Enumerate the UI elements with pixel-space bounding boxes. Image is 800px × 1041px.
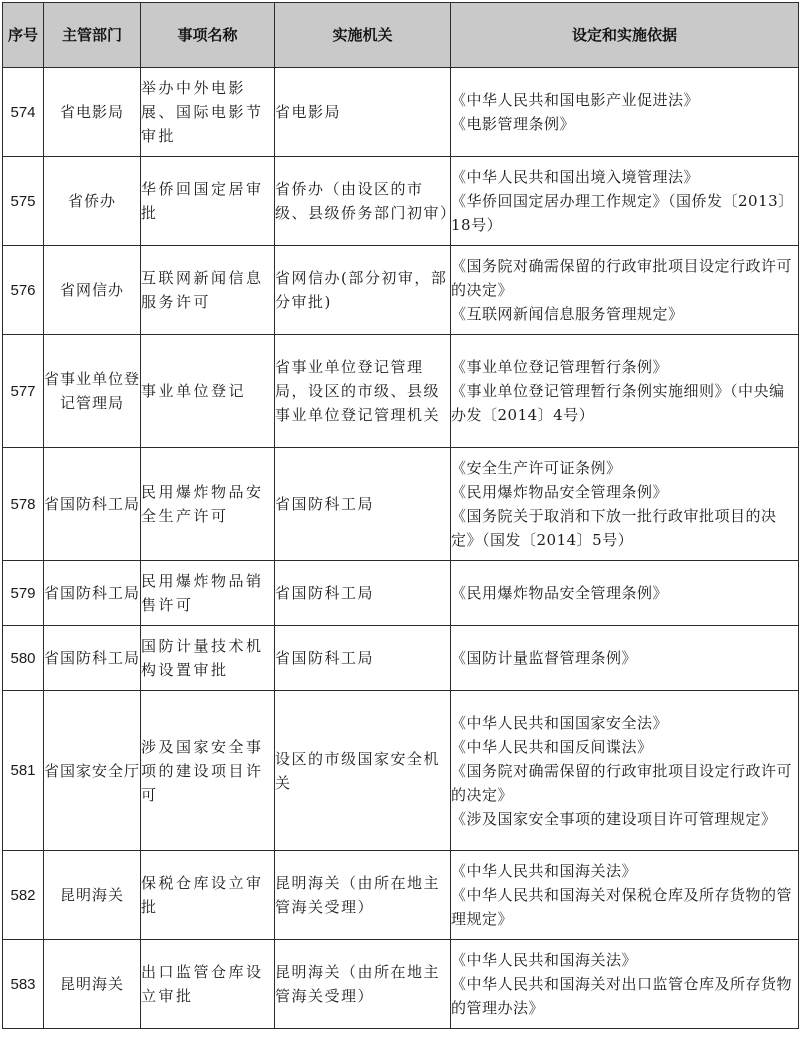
legal-basis-cell — [451, 851, 799, 940]
row-number: 576 — [3, 246, 44, 335]
legal-basis-cell — [451, 335, 799, 448]
legal-basis-cell — [451, 561, 799, 626]
item-name-cell: 出口监管仓库设立审批 — [141, 940, 275, 1029]
item-name-cell: 举办中外电影展、国际电影节审批 — [141, 68, 275, 157]
implementing-org-cell: 省国防科工局 — [275, 561, 451, 626]
header-item: 事项名称 — [141, 3, 275, 68]
legal-basis-cell — [451, 626, 799, 691]
table-row — [3, 851, 799, 940]
header-seq: 序号 — [3, 3, 44, 68]
row-number: 579 — [3, 561, 44, 626]
legal-basis-cell — [451, 691, 799, 851]
legal-basis-line: 《中华人民共和国国家安全法》 — [451, 713, 669, 732]
header-dept: 主管部门 — [44, 3, 141, 68]
implementing-org-cell: 省事业单位登记管理局，设区的市级、县级事业单位登记管理机关 — [275, 335, 451, 448]
table-row — [3, 691, 799, 851]
legal-basis-line: 《中华人民共和国海关对保税仓库及所存货物的管理规定》 — [451, 886, 793, 928]
legal-basis-line: 《中华人民共和国海关法》 — [451, 951, 638, 969]
dept-cell: 省网信办 — [44, 246, 141, 335]
row-number: 578 — [3, 448, 44, 561]
row-number: 574 — [3, 68, 44, 157]
item-name-cell: 民用爆炸物品安全生产许可 — [141, 448, 275, 561]
item-name-cell: 民用爆炸物品销售许可 — [141, 561, 275, 626]
legal-basis-line: 《中华人民共和国反间谍法》 — [451, 737, 653, 756]
legal-basis-line: 《民用爆炸物品安全管理条例》 — [451, 584, 669, 602]
legal-basis-line: 《国务院对确需保留的行政审批项目设定行政许可的决定》 — [451, 257, 793, 299]
dept-cell: 省国防科工局 — [44, 626, 141, 691]
row-number: 581 — [3, 691, 44, 851]
item-name-cell: 互联网新闻信息服务许可 — [141, 246, 275, 335]
table-row — [3, 448, 799, 561]
legal-basis-cell — [451, 68, 799, 157]
dept-cell: 昆明海关 — [44, 940, 141, 1029]
item-name-cell: 事业单位登记 — [141, 335, 275, 448]
dept-cell: 省国防科工局 — [44, 448, 141, 561]
legal-basis-line: 《中华人民共和国电影产业促进法》 — [451, 91, 700, 109]
legal-basis-line: 《互联网新闻信息服务管理规定》 — [451, 305, 684, 323]
implementing-org-cell: 省国防科工局 — [275, 626, 451, 691]
legal-basis-line: 《事业单位登记管理暂行条例》 — [451, 358, 669, 376]
implementing-org-cell: 省国防科工局 — [275, 448, 451, 561]
table-row — [3, 940, 799, 1029]
dept-cell: 省国家安全厅 — [44, 691, 141, 851]
item-name-cell: 涉及国家安全事项的建设项目许可 — [141, 691, 275, 851]
dept-cell: 昆明海关 — [44, 851, 141, 940]
legal-basis-line: 《事业单位登记管理暂行条例实施细则》（中央编办发〔2014〕4号） — [451, 382, 785, 424]
table-row — [3, 626, 799, 691]
table-row — [3, 157, 799, 246]
implementing-org-cell: 省网信办(部分初审，部分审批) — [275, 246, 451, 335]
row-number: 575 — [3, 157, 44, 246]
implementing-org-cell: 省电影局 — [275, 68, 451, 157]
legal-basis-line: 《中华人民共和国海关对出口监管仓库及所存货物的管理办法》 — [451, 975, 793, 1017]
header-org: 实施机关 — [275, 3, 451, 68]
legal-basis-line: 《中华人民共和国海关法》 — [451, 862, 638, 880]
header-basis: 设定和实施依据 — [451, 3, 799, 68]
table-row — [3, 68, 799, 157]
row-number: 582 — [3, 851, 44, 940]
row-number: 577 — [3, 335, 44, 448]
row-number: 580 — [3, 626, 44, 691]
table-row — [3, 561, 799, 626]
legal-basis-line: 《民用爆炸物品安全管理条例》 — [451, 483, 669, 501]
dept-cell: 省电影局 — [44, 68, 141, 157]
implementing-org-cell: 昆明海关（由所在地主管海关受理） — [275, 851, 451, 940]
legal-basis-line: 《中华人民共和国出境入境管理法》 — [451, 168, 700, 186]
dept-cell: 省事业单位登记管理局 — [44, 335, 141, 448]
table-header-row — [3, 3, 799, 68]
legal-basis-cell — [451, 157, 799, 246]
row-number: 583 — [3, 940, 44, 1029]
legal-basis-cell — [451, 246, 799, 335]
legal-basis-line: 《国务院对确需保留的行政审批项目设定行政许可的决定》 — [451, 761, 793, 804]
dept-cell: 省侨办 — [44, 157, 141, 246]
legal-basis-cell — [451, 940, 799, 1029]
item-name-cell: 保税仓库设立审批 — [141, 851, 275, 940]
dept-cell: 省国防科工局 — [44, 561, 141, 626]
legal-basis-line: 《涉及国家安全事项的建设项目许可管理规定》 — [451, 809, 777, 828]
legal-basis-line: 《安全生产许可证条例》 — [451, 459, 622, 477]
legal-basis-line: 《华侨回国定居办理工作规定》（国侨发〔2013〕18号） — [451, 192, 794, 234]
implementing-org-cell: 设区的市级国家安全机关 — [275, 691, 451, 851]
legal-basis-line: 《国防计量监督管理条例》 — [451, 649, 638, 667]
approval-items-table — [2, 2, 799, 1029]
implementing-org-cell: 昆明海关（由所在地主管海关受理） — [275, 940, 451, 1029]
table-row — [3, 246, 799, 335]
implementing-org-cell: 省侨办（由设区的市级、县级侨务部门初审） — [275, 157, 451, 246]
item-name-cell: 华侨回国定居审批 — [141, 157, 275, 246]
table-row — [3, 335, 799, 448]
legal-basis-cell — [451, 448, 799, 561]
item-name-cell: 国防计量技术机构设置审批 — [141, 626, 275, 691]
legal-basis-line: 《电影管理条例》 — [451, 115, 576, 133]
legal-basis-line: 《国务院关于取消和下放一批行政审批项目的决定》（国发〔2014〕5号） — [451, 507, 777, 549]
